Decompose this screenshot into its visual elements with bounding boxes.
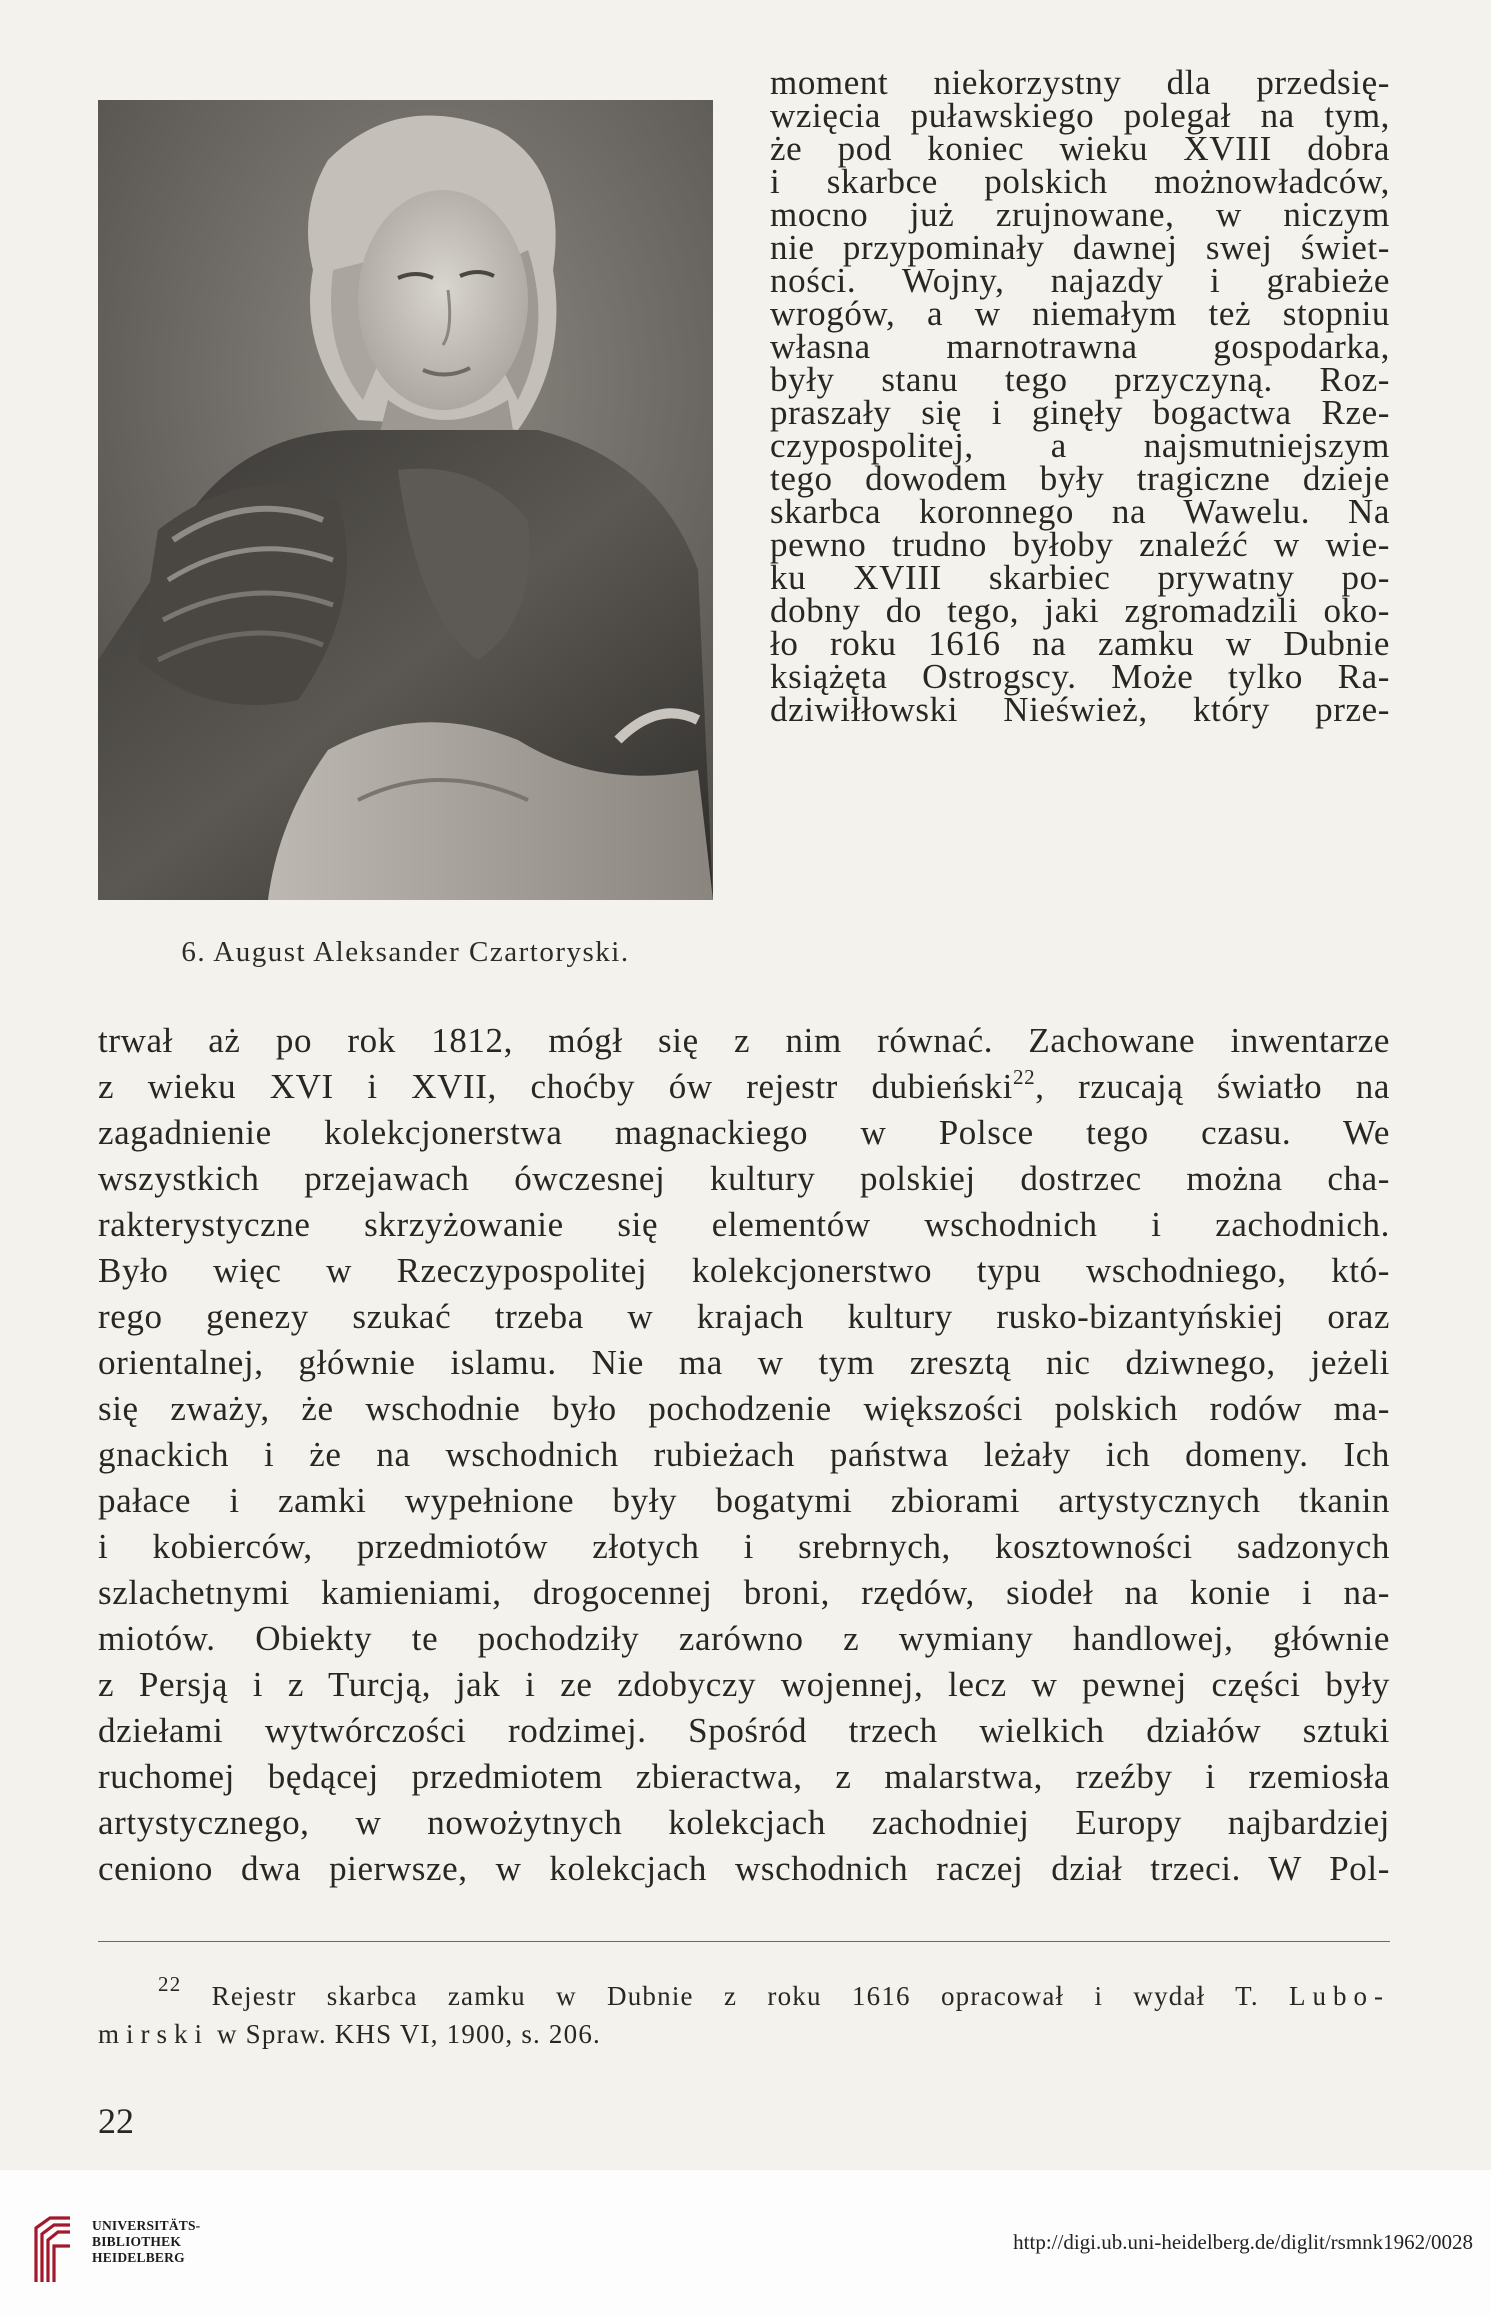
text-line: orientalnej, głównie islamu. Nie ma w tym zresztą nic dziwnego, jeżeli: [98, 1343, 1390, 1382]
text-line: ruchomej będącej przedmiotem zbieractwa, z malarstwa, rzeźby i rzemiosła: [98, 1757, 1390, 1796]
text-line: ności. Wojny, najazdy i grabieże: [770, 261, 1390, 300]
library-name-line: UNIVERSITÄTS-: [92, 2218, 201, 2233]
text-line: gnackich i że na wschodnich rubieżach państwa leżały ich domeny. Ich: [98, 1435, 1390, 1474]
text-line: trwał aż po rok 1812, mógł się z nim równać. Zachowane inwentarze: [98, 1021, 1390, 1060]
text-line: wszystkich przejawach ówczesnej kultury polskiej dostrzec można cha-: [98, 1159, 1390, 1198]
text-line: miotów. Obiekty te pochodziły zarówno z wymiany handlowej, głównie: [98, 1619, 1390, 1658]
text-line: dobny do tego, jaki zgromadzili oko-: [770, 591, 1390, 630]
text-line: były stanu tego przyczyną. Roz-: [770, 360, 1390, 399]
text-line: że pod koniec wieku XVIII dobra: [770, 129, 1390, 168]
text-line: dziełami wytwórczości rodzimej. Spośród trzech wielkich działów sztuki: [98, 1711, 1390, 1750]
figure-caption: 6. August Aleksander Czartoryski.: [181, 936, 630, 968]
text-line: ku XVIII skarbiec prywatny po-: [770, 558, 1390, 597]
footnote-divider: [98, 1941, 1390, 1942]
text-line: dziwiłłowski Nieśwież, który prze-: [770, 690, 1390, 729]
footnote-reference: 22: [1012, 1065, 1036, 1089]
footnote-line: [98, 2016, 1390, 2052]
page-number: 22: [98, 2101, 134, 2141]
text-line: moment niekorzystny dla przedsię-: [770, 63, 1390, 102]
text-line: pałace i zamki wypełnione były bogatymi zbiorami artystycznych tkanin: [98, 1481, 1390, 1520]
author-name: Lubo-: [1289, 1981, 1391, 2011]
source-url-link[interactable]: http://digi.ub.uni-heidelberg.de/diglit/rsmnk1962/0028: [1013, 2230, 1473, 2254]
text-line: praszały się i ginęły bogactwa Rze-: [770, 393, 1390, 432]
text-line: Było więc w Rzeczypospolitej kolekcjonerstwo typu wschodniego, któ-: [98, 1251, 1390, 1290]
text-line: własna marnotrawna gospodarka,: [770, 327, 1390, 366]
text-line: mocno już zrujnowane, w niczym: [770, 195, 1390, 234]
footnote-text: w Spraw. KHS VI, 1900, s. 206.: [216, 2019, 601, 2049]
library-logo-icon: [30, 2212, 76, 2284]
text-line: tego dowodem były tragiczne dzieje: [770, 459, 1390, 498]
text-line: książęta Ostrogscy. Może tylko Ra-: [770, 657, 1390, 696]
text-line: się zważy, że wschodnie było pochodzenie większości polskich rodów ma-: [98, 1389, 1390, 1428]
text-line: wzięcia puławskiego polegał na tym,: [770, 96, 1390, 135]
text-line: zagadnienie kolekcjonerstwa magnackiego w Polsce tego czasu. We: [98, 1113, 1390, 1152]
text-line: i kobierców, przedmiotów złotych i srebrnych, kosztowności sadzonych: [98, 1527, 1390, 1566]
logo-strokes: [36, 2218, 70, 2282]
text-line: artystycznego, w nowożytnych kolekcjach zachodniej Europy najbardziej: [98, 1803, 1390, 1842]
footnote-text: Rejestr skarbca zamku w Dubnie z roku 1616 opracował i wydał T.: [211, 1981, 1259, 2011]
footnote-number: 22: [158, 1972, 182, 1996]
portrait-image: [98, 100, 713, 900]
text-fragment: , rzucają światło na: [1035, 1067, 1391, 1106]
text-line: czypospolitej, a najsmutniejszym: [770, 426, 1390, 465]
text-line: ceniono dwa pierwsze, w kolekcjach wschodnich raczej dział trzeci. W Pol-: [98, 1849, 1390, 1888]
portrait-drawing: [98, 100, 713, 900]
author-name: mirski: [98, 2019, 210, 2049]
library-name-line: HEIDELBERG: [92, 2250, 185, 2265]
text-line: rakterystyczne skrzyżowanie się elementów wschodnich i zachodnich.: [98, 1205, 1390, 1244]
text-line: [98, 1064, 1390, 1110]
text-fragment: z wieku XVI i XVII, choćby ów rejestr dubieński: [98, 1067, 1013, 1106]
text-line: wrogów, a w niemałym też stopniu: [770, 294, 1390, 333]
library-name: [92, 2218, 200, 2266]
text-line: z Persją i z Turcją, jak i ze zdobyczy wojennej, lecz w pewnej części były: [98, 1665, 1390, 1704]
text-line: szlachetnymi kamieniami, drogocennej broni, rzędów, siodeł na konie i na-: [98, 1573, 1390, 1612]
text-line: nie przypominały dawnej swej świet-: [770, 228, 1390, 267]
text-line: pewno trudno byłoby znaleźć w wie-: [770, 525, 1390, 564]
text-line: skarbca koronnego na Wawelu. Na: [770, 492, 1390, 531]
library-name-line: BIBLIOTHEK: [92, 2234, 182, 2249]
text-line: ło roku 1616 na zamku w Dubnie: [770, 624, 1390, 663]
footnote-line: [158, 1972, 1391, 2014]
text-line: rego genezy szukać trzeba w krajach kultury rusko-bizantyńskiej oraz: [98, 1297, 1390, 1336]
text-line: i skarbce polskich możnowładców,: [770, 162, 1390, 201]
